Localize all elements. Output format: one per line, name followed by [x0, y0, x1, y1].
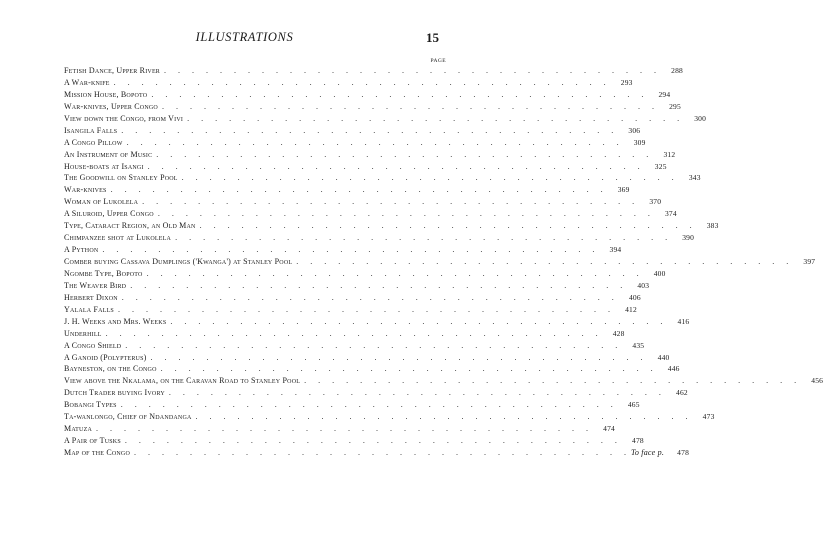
page-reference: 428 — [612, 328, 625, 338]
illustration-title: A Siluroid, Upper Congo — [64, 209, 154, 219]
page-reference: 400 — [653, 268, 666, 278]
list-item — [64, 185, 630, 197]
dot-leader: . . . . . . . . . . . . . . . . . . . . . . . . . . . . . . . . . . . . — [161, 101, 659, 111]
page-reference: 473 — [702, 412, 715, 422]
dot-leader: . . . . . . . . . . . . . . . . . . . . . . . . . . . . . . . . . . . . — [170, 316, 668, 326]
dot-leader: . . . . . . . . . . . . . . . . . . . . . . . . . . . . . . . . . . . . — [157, 209, 655, 219]
list-item — [64, 245, 622, 257]
list-item — [64, 77, 633, 90]
page-reference: 288 — [671, 66, 684, 75]
dot-leader: . . . . . . . . . . . . . . . . . . . . . . . . . . . . . . . . . . . . — [121, 125, 619, 135]
list-item — [64, 137, 646, 150]
illustration-title: Ta-wanlongo, Chief of Ndandanga — [64, 412, 192, 422]
page-reference: 440 — [657, 352, 670, 362]
list-item — [64, 448, 690, 460]
page-reference: 383 — [706, 221, 719, 231]
list-item — [64, 268, 666, 281]
list-item — [64, 209, 677, 221]
illustration-title: View down the Congo, from Vivi — [64, 113, 184, 123]
illustration-title: Bobangi Types — [64, 400, 117, 410]
illustration-title: A Ganoid (Polypterus) — [64, 352, 147, 362]
page-reference: 478 — [677, 448, 690, 457]
illustration-title: Herbert Dixon — [64, 292, 118, 302]
dot-leader: . . . . . . . . . . . . . . . . . . . . . . . . . . . . . . . . . . . . — [95, 424, 593, 434]
list-item — [64, 161, 667, 174]
list-item — [64, 292, 641, 305]
page-reference: 293 — [620, 77, 633, 87]
list-item — [64, 173, 701, 185]
page-reference: 294 — [658, 89, 671, 99]
page-reference: 312 — [663, 149, 676, 159]
page-reference: 456 — [811, 376, 823, 386]
dot-leader: . . . . . . . . . . . . . . . . . . . . . . . . . . . . . . . . . . . . — [304, 376, 802, 386]
list-item — [64, 316, 690, 329]
illustration-title: Underhill — [64, 328, 102, 338]
page-reference: 370 — [649, 197, 662, 207]
page-reference: 309 — [633, 137, 646, 147]
dot-leader: . . . . . . . . . . . . . . . . . . . . . . . . . . . . . . . . . . . . — [126, 137, 624, 147]
dot-leader: . . . . . . . . . . . . . . . . . . . . . . . . . . . . . . . . . . . . — [164, 66, 662, 75]
illustration-title: House-boats at Isangi — [64, 161, 144, 171]
list-item — [64, 257, 816, 269]
illustration-title: A War-knife — [64, 77, 110, 87]
dot-leader: . . . . . . . . . . . . . . . . . . . . . . . . . . . . . . . . . . . . — [199, 221, 697, 231]
list-item — [64, 436, 644, 448]
page-reference: 397 — [803, 257, 816, 266]
list-item — [64, 125, 641, 138]
dot-leader: . . . . . . . . . . . . . . . . . . . . . . . . . . . . . . . . . . . . — [181, 173, 679, 183]
dot-leader: . . . . . . . . . . . . . . . . . . . . . . . . . . . . . . . . . . . . — [156, 149, 654, 159]
page-number: 15 — [426, 30, 439, 45]
dot-leader: . . . . . . . . . . . . . . . . . . . . . . . . . . . . . . . . . . . . — [110, 185, 608, 195]
dot-leader: . . . . . . . . . . . . . . . . . . . . . . . . . . . . . . . . . . . . — [296, 257, 794, 266]
page-reference: 478 — [632, 436, 644, 446]
illustration-title: Dutch Trader buying Ivory — [64, 388, 165, 398]
page-reference: 343 — [688, 173, 701, 183]
list-item — [64, 113, 707, 126]
illustration-title: An Instrument of Music — [64, 149, 153, 159]
page-reference: 300 — [694, 113, 707, 123]
illustration-title: A Congo Shield — [64, 340, 122, 350]
illustration-title: Mission House, Bopoto — [64, 89, 148, 99]
dot-leader: . . . . . . . . . . . . . . . . . . . . . . . . . . . . . . . . . . . . — [142, 197, 640, 207]
dot-leader: . . . . . . . . . . . . . . . . . . . . . . . . . . . . . . . . . . . . — [102, 245, 600, 255]
page-reference: 390 — [682, 233, 695, 243]
illustrations-list — [64, 66, 823, 460]
list-item — [64, 197, 662, 209]
illustration-title: The Weaver Bird — [64, 280, 127, 290]
list-item — [64, 101, 681, 114]
illustration-title: A Pair of Tusks — [64, 436, 121, 446]
page-reference: 295 — [669, 101, 681, 111]
dot-leader: . . . . . . . . . . . . . . . . . . . . . . . . . . . . . . . . . . . . — [150, 352, 648, 362]
page-column-label: PAGE — [430, 58, 446, 64]
dot-leader: . . . . . . . . . . . . . . . . . . . . . . . . . . . . . . . . . . . . — [113, 77, 611, 87]
dot-leader: . . . . . . . . . . . . . . . . . . . . . . . . . . . . . . . . . . . . — [121, 292, 619, 302]
page-reference: 403 — [637, 280, 650, 290]
illustration-title: Yalala Falls — [64, 304, 114, 314]
page-reference: 325 — [654, 161, 667, 171]
page-reference: 369 — [617, 185, 630, 195]
illustration-title: War-knives, Upper Congo — [64, 101, 158, 111]
illustration-title: Woman of Lukolela — [64, 197, 139, 207]
dot-leader: . . . . . . . . . . . . . . . . . . . . . . . . . . . . . . . . . . . . — [168, 388, 666, 398]
page-reference: 446 — [667, 364, 680, 374]
page-title: ILLUSTRATIONS — [195, 30, 294, 44]
list-item — [64, 328, 625, 341]
list-item — [64, 233, 695, 245]
dot-leader: . . . . . . . . . . . . . . . . . . . . . . . . . . . . . . . . . . . . — [124, 436, 622, 446]
illustration-title: View above the Nkalama, on the Caravan Road to Stanley Pool — [64, 376, 301, 386]
dot-leader: . . . . . . . . . . . . . . . . . . . . . . . . . . . . . . . . . . . . — [175, 233, 673, 243]
list-item — [64, 364, 680, 376]
dot-leader: . . . . . . . . . . . . . . . . . . . . . . . . . . . . . . . . . . . . — [125, 340, 623, 350]
dot-leader: . . . . . . . . . . . . . . . . . . . . . . . . . . . . . . . . . . . . — [187, 113, 685, 123]
illustration-title: A Congo Pillow — [64, 137, 123, 147]
page-reference: 374 — [664, 209, 677, 219]
dot-leader: . . . . . . . . . . . . . . . . . . . . . . . . . . . . . . . . . . . . — [195, 412, 693, 422]
list-item — [64, 280, 650, 293]
page-reference: 406 — [628, 292, 641, 302]
page-reference: 306 — [628, 125, 641, 135]
dot-leader: . . . . . . . . . . . . . . . . . . . . . . . . . . . . . . . . . . . . — [151, 89, 649, 99]
to-face-label: To face p. — [630, 448, 665, 457]
list-item — [64, 352, 670, 365]
illustration-title: Fetish Dance, Upper River — [64, 66, 161, 75]
illustration-title: Comber buying Cassava Dumplings ('Kwanga') at Stanley Pool — [64, 257, 293, 266]
list-item — [64, 221, 719, 233]
list-item — [64, 400, 640, 412]
dot-leader: . . . . . . . . . . . . . . . . . . . . . . . . . . . . . . . . . . . . — [130, 280, 628, 290]
page-reference: 416 — [677, 316, 690, 326]
dot-leader: . . . . . . . . . . . . . . . . . . . . . . . . . . . . . . . . . . . . — [160, 364, 658, 374]
dot-leader: . . . . . . . . . . . . . . . . . . . . . . . . . . . . . . . . . . . . — [117, 304, 615, 314]
dot-leader: . . . . . . . . . . . . . . . . . . . . . . . . . . . . . . . . . . . . — [105, 328, 603, 338]
illustration-title: Type, Cataract Region, an Old Man — [64, 221, 196, 231]
dot-leader: . . . . . . . . . . . . . . . . . . . . . . . . . . . . . . . . . . . . — [147, 161, 645, 171]
dot-leader: . . . . . . . . . . . . . . . . . . . . . . . . . . . . . . . . . . . . — [120, 400, 618, 410]
illustration-title: Chimpanzee shot at Lukolela — [64, 233, 172, 243]
page-reference: 465 — [627, 400, 640, 410]
illustration-title: War-knives — [64, 185, 107, 195]
dot-leader: . . . . . . . . . . . . . . . . . . . . . . . . . . . . . . . . . . . . — [133, 448, 631, 457]
list-item — [64, 424, 615, 436]
page-reference: 394 — [609, 245, 622, 255]
page-reference: 412 — [625, 304, 637, 314]
illustration-title: A Python — [64, 245, 99, 255]
list-item — [64, 149, 676, 162]
illustration-title: Bayneston, on the Congo — [64, 364, 157, 374]
list-item — [64, 376, 823, 388]
illustration-title: Matuza — [64, 424, 92, 434]
list-item — [64, 66, 684, 78]
list-item — [64, 412, 715, 424]
illustration-title: Map of the Congo — [64, 448, 130, 457]
page-reference: 435 — [632, 340, 645, 350]
illustration-title: Isangila Falls — [64, 125, 118, 135]
list-item — [64, 388, 688, 400]
illustration-title: J. H. Weeks and Mrs. Weeks — [64, 316, 167, 326]
list-item — [64, 340, 645, 353]
list-item — [64, 304, 637, 317]
illustration-title: Ngombe Type, Bopoto — [64, 268, 143, 278]
page-reference: 462 — [676, 388, 688, 398]
illustration-title: The Goodwill on Stanley Pool — [64, 173, 178, 183]
list-item — [64, 89, 671, 102]
dot-leader: . . . . . . . . . . . . . . . . . . . . . . . . . . . . . . . . . . . . — [146, 268, 644, 278]
page-reference: 474 — [603, 424, 615, 434]
